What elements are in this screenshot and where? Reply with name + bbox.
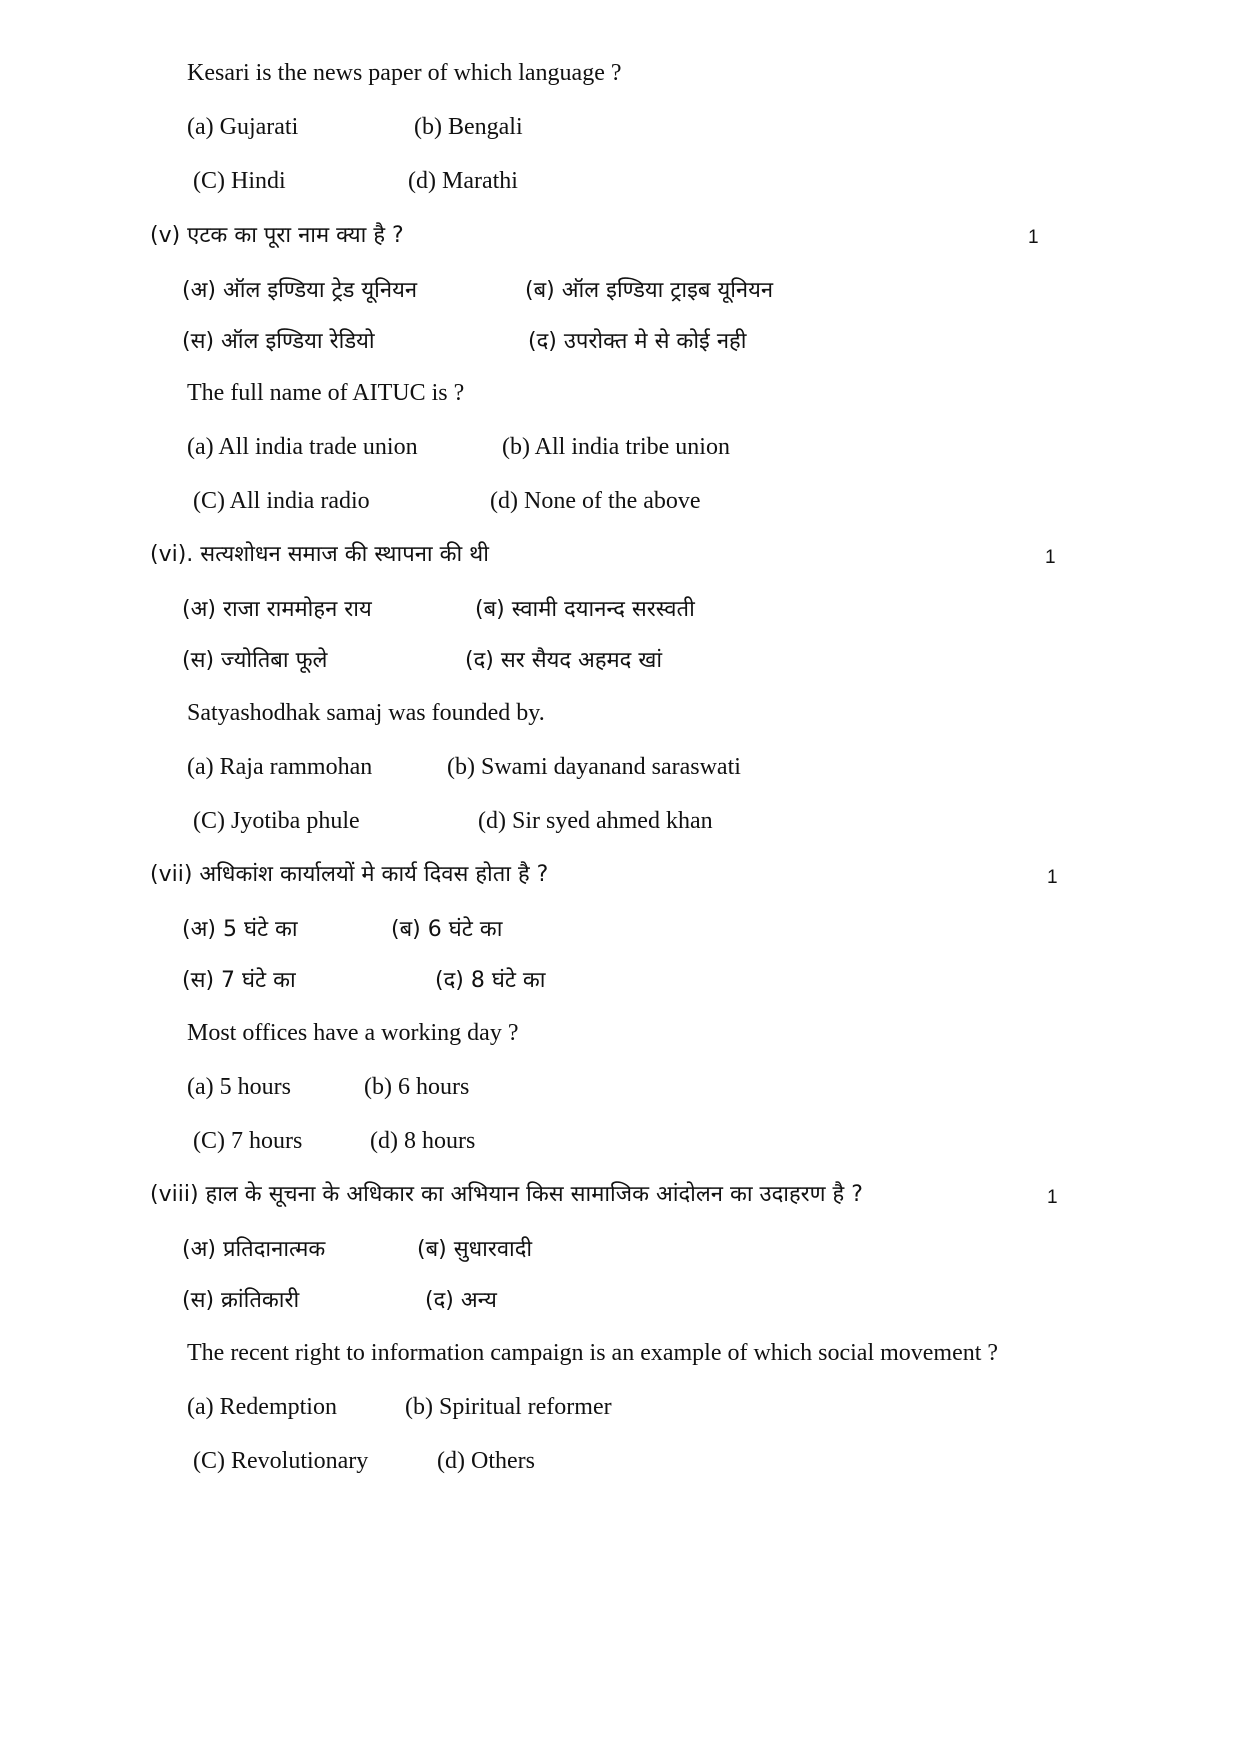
q8-question-en: The recent right to information campaign is an example of which social movement ? — [187, 1340, 999, 1366]
q6-marks: 1 — [1045, 547, 1056, 568]
q4-option-c-en: (C) Hindi — [193, 168, 286, 194]
q7-option-a-en: (a) 5 hours — [187, 1074, 291, 1100]
q5-option-c-hi: (स) ऑल इण्डिया रेडियो — [182, 329, 375, 354]
q7-option-b-en: (b) 6 hours — [364, 1074, 470, 1100]
q8-marks: 1 — [1047, 1187, 1058, 1208]
q8-option-c-en: (C) Revolutionary — [193, 1448, 369, 1474]
q7-option-c-en: (C) 7 hours — [193, 1128, 303, 1154]
q6-option-b-hi: (ब) स्वामी दयानन्द सरस्वती — [475, 597, 695, 622]
q6-option-a-hi: (अ) राजा राममोहन राय — [182, 597, 372, 622]
q7-question-hi: (vii) अधिकांश कार्यालयों मे कार्य दिवस होता है ? — [150, 862, 549, 887]
q8-option-b-en: (b) Spiritual reformer — [405, 1394, 612, 1420]
q5-question-en: The full name of AITUC is ? — [187, 380, 465, 406]
q5-option-c-en: (C) All india radio — [193, 488, 370, 514]
q5-marks: 1 — [1028, 227, 1039, 248]
q7-option-b-hi: (ब) 6 घंटे का — [391, 917, 503, 942]
q4-question-en: Kesari is the news paper of which language ? — [187, 60, 622, 86]
q8-option-d-hi: (द) अन्य — [425, 1288, 497, 1313]
q4-option-d-en: (d) Marathi — [408, 168, 518, 194]
q8-option-b-hi: (ब) सुधारवादी — [417, 1237, 533, 1262]
q5-option-b-en: (b) All india tribe union — [502, 434, 730, 460]
q7-option-d-hi: (द) 8 घंटे का — [435, 968, 546, 993]
q6-option-c-hi: (स) ज्योतिबा फूले — [182, 648, 328, 673]
q8-option-a-hi: (अ) प्रतिदानात्मक — [182, 1237, 326, 1262]
q5-option-d-en: (d) None of the above — [490, 488, 701, 514]
q7-option-c-hi: (स) 7 घंटे का — [182, 968, 296, 993]
q6-option-d-hi: (द) सर सैयद अहमद खां — [465, 648, 663, 673]
q6-question-en: Satyashodhak samaj was founded by. — [187, 700, 545, 726]
q5-option-a-hi: (अ) ऑल इण्डिया ट्रेड यूनियन — [182, 278, 418, 303]
q4-option-a-en: (a) Gujarati — [187, 114, 299, 140]
q7-question-en: Most offices have a working day ? — [187, 1020, 519, 1046]
q4-option-b-en: (b) Bengali — [414, 114, 523, 140]
q8-option-a-en: (a) Redemption — [187, 1394, 337, 1420]
q8-option-d-en: (d) Others — [437, 1448, 535, 1474]
q7-option-a-hi: (अ) 5 घंटे का — [182, 917, 298, 942]
q6-option-c-en: (C) Jyotiba phule — [193, 808, 360, 834]
q5-question-hi: (v) एटक का पूरा नाम क्या है ? — [150, 223, 404, 248]
q6-option-d-en: (d) Sir syed ahmed khan — [478, 808, 713, 834]
q7-marks: 1 — [1047, 867, 1058, 888]
q6-option-b-en: (b) Swami dayanand saraswati — [447, 754, 741, 780]
q5-option-b-hi: (ब) ऑल इण्डिया ट्राइब यूनियन — [525, 278, 774, 303]
q8-option-c-hi: (स) क्रांतिकारी — [182, 1288, 300, 1313]
q5-option-a-en: (a) All india trade union — [187, 434, 418, 460]
q6-option-a-en: (a) Raja rammohan — [187, 754, 373, 780]
q6-question-hi: (vi). सत्यशोधन समाज की स्थापना की थी — [150, 542, 489, 567]
q5-option-d-hi: (द) उपरोक्त मे से कोई नही — [528, 329, 747, 354]
q7-option-d-en: (d) 8 hours — [370, 1128, 476, 1154]
q8-question-hi: (viii) हाल के सूचना के अधिकार का अभियान किस सामाजिक आंदोलन का उदाहरण है ? — [150, 1182, 863, 1207]
